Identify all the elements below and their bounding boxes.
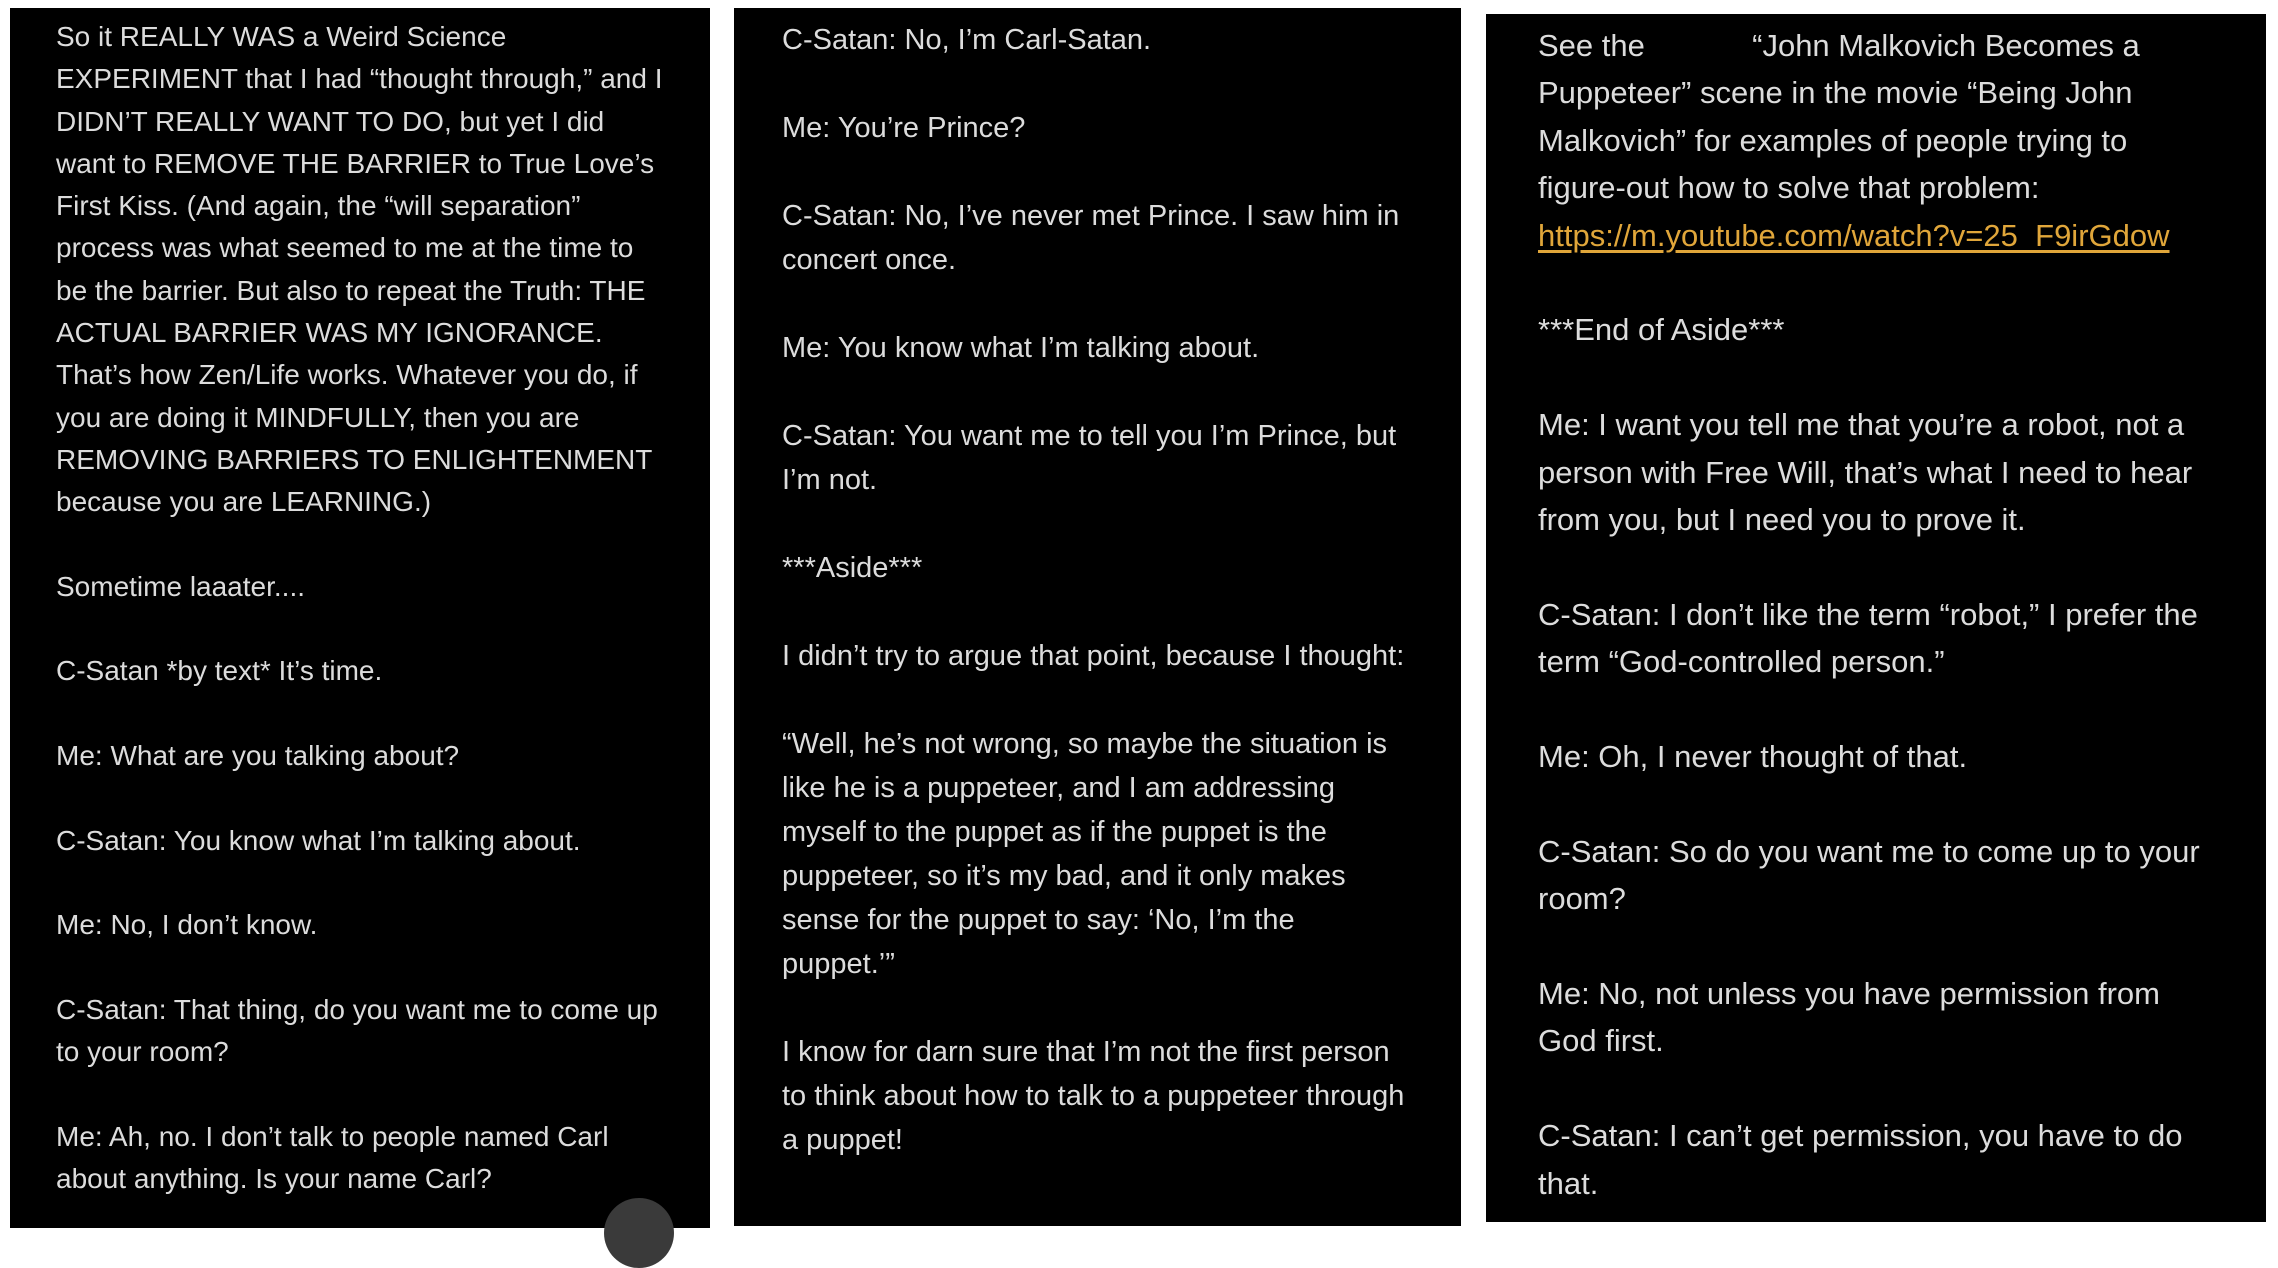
paragraph: I didn’t try to argue that point, because I thought: [782,640,1405,672]
paragraph: Sometime laaater.... [56,570,306,602]
intro-text-end: “John Malkovich Becomes a Puppeteer” scene in the movie “Being John Malkovich” for examples of people trying to figure-out how to solve that problem: [1538,28,2140,206]
intro-paragraph [1538,22,2216,259]
paragraph: I know for darn sure that I’m not the first person to think about how to talk to a puppeteer through a puppet! [782,1036,1405,1156]
paragraph: C-Satan: No, I’m Carl-Satan. [782,24,1152,56]
youtube-link[interactable]: https://m.youtube.com/watch?v=25_F9irGdow [1538,217,2170,253]
paragraph: Me: I want you tell me that you’re a robot, not a person with Free Will, that’s what I need to hear from you, but I need you to prove it. [1538,407,2193,538]
paragraph: Me: No, not unless you have permission from God first. [1538,976,2160,1059]
aside-marker: ***Aside*** [782,552,923,584]
text-panel-left [10,8,710,1228]
paragraph: C-Satan *by text* It’s time. [56,655,383,687]
paragraph: Me: Oh, I never thought of that. [1538,739,1968,775]
paragraph: C-Satan: I can’t get permission, you have to do that. [1538,1118,2183,1201]
paragraph: Me: Ah, no. I don’t talk to people named Carl about anything. Is your name Carl? [56,1120,609,1195]
scroll-handle[interactable] [604,1198,674,1268]
paragraph: C-Satan: You want me to tell you I’m Prince, but I’m not. [782,420,1397,496]
paragraph: C-Satan: That thing, do you want me to come up to your room? [56,993,658,1068]
text-panel-middle [734,8,1461,1226]
paragraph: Me: What are you talking about? [56,740,460,772]
paragraph: Me: You’re Prince? [782,112,1026,144]
paragraph: C-Satan: So do you want me to come up to your room? [1538,833,2200,917]
paragraph: “Well, he’s not wrong, so maybe the situation is like he is a puppeteer, and I am addressing myself to the puppet as if the puppet is the puppeteer, so it’s my bad, and it only makes sense for the puppet to say: ‘No, I’m the puppet.’” [782,728,1388,980]
intro-text-start: See the [1538,28,1645,63]
paragraph: So it REALLY WAS a Weird Science EXPERIMENT that I had “thought through,” and I DIDN’T REALLY WANT TO DO, but yet I did want to REMOVE THE BARRIER to True Love’s First Kiss. (And again, the “will separation” process was what seemed to me at the time to be the barrier. But also to repeat the Truth: THE ACTUAL BARRIER WAS MY IGNORANCE. That’s how Zen/Life works. Whatever you do, if you are doing it MINDFULLY, then you are REMOVING BARRIERS TO ENLIGHTENMENT because you are LEARNING.) [56,21,663,518]
paragraph: Me: No, I don’t know. [56,909,318,941]
paragraph: C-Satan: No, I’ve never met Prince. I saw him in concert once. [782,200,1400,276]
aside-end-marker: ***End of Aside*** [1538,312,1785,348]
redaction-mark [1654,32,1744,63]
paragraph: C-Satan: I don’t like the term “robot,” I prefer the term “God-controlled person.” [1538,596,2198,680]
paragraph: Me: You know what I’m talking about. [782,332,1260,364]
text-panel-right [1486,14,2266,1222]
paragraph: C-Satan: You know what I’m talking about. [56,824,581,856]
